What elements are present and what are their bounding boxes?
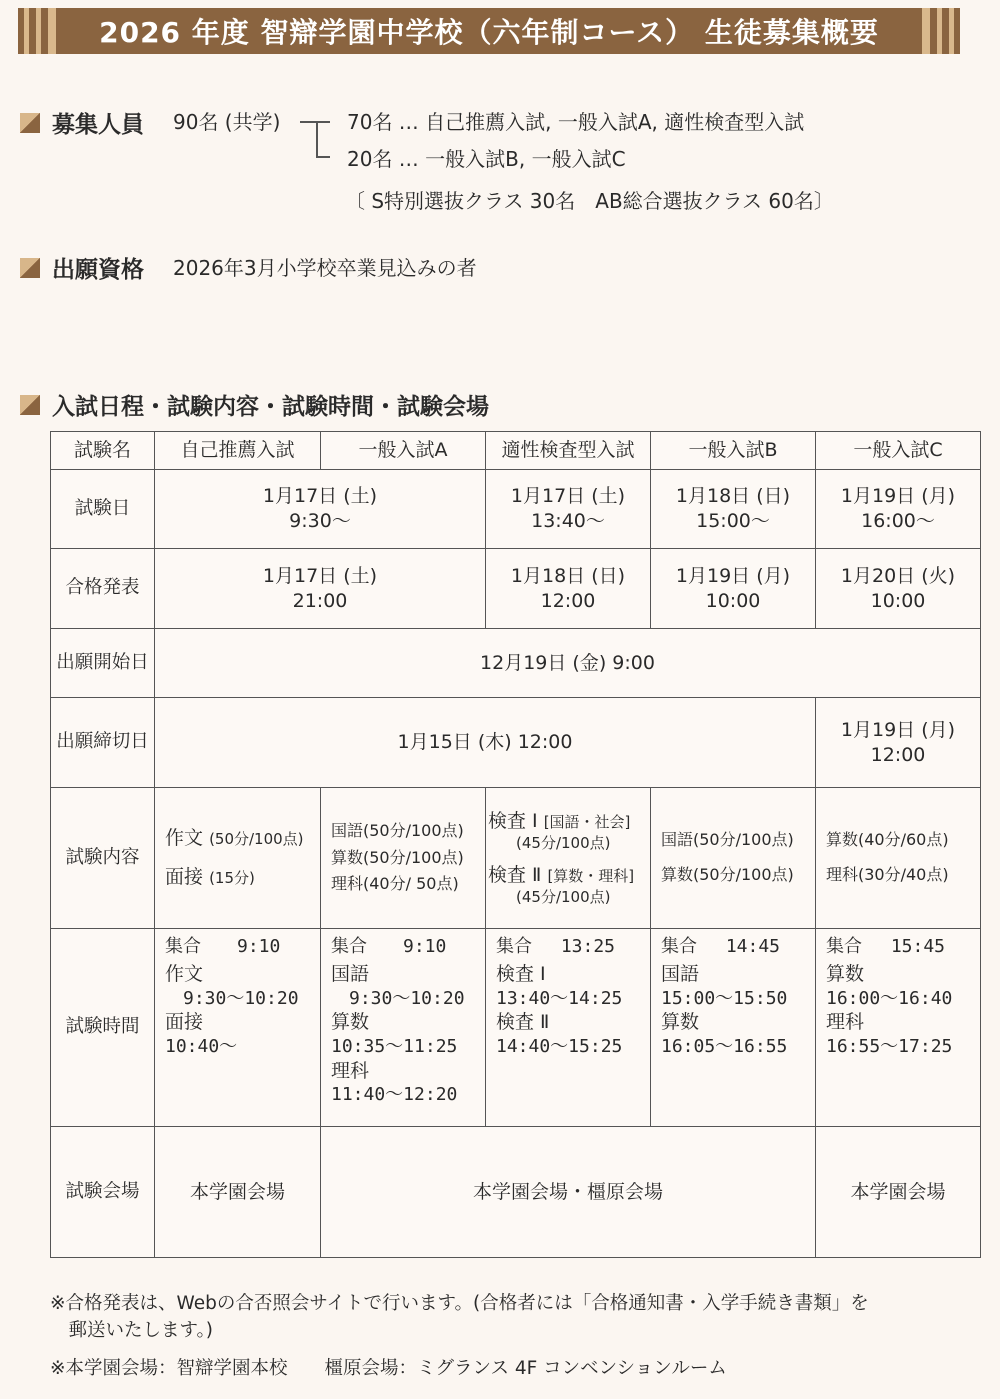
cell-time-self: 集合 9:10 作文 9:30～10:20 面接 10:40～ (155, 929, 321, 1127)
header-self-recommend: 自己推薦入試 (155, 432, 321, 470)
header-general-c: 一般入試C (816, 432, 981, 470)
cell-content-general-b: 国語(50分/100点) 算数(50分/100点) (651, 788, 816, 929)
row-label-result: 合格発表 (51, 549, 155, 629)
recruitment-label: 募集人員 (52, 112, 144, 138)
table-row-app-start (51, 629, 981, 698)
cell-venue-self: 本学園会場 (155, 1127, 321, 1258)
cell-app-start: 12月19日 (金) 9:00 (155, 629, 981, 698)
cell-time-aptitude: 集合 13:25 検査 Ⅰ 13:40～14:25 検査 Ⅱ 14:40～15:25 (486, 929, 651, 1127)
recruitment-line2: 20名 … 一般入試B, 一般入試C (347, 147, 626, 171)
bracket-line (316, 156, 330, 158)
cell-content-general-c: 算数(40分/60点) 理科(30分/40点) (816, 788, 981, 929)
cell-time-general-b: 集合 14:45 国語 15:00～15:50 算数 16:05～16:55 (651, 929, 816, 1127)
qualification-label: 出願資格 (52, 257, 144, 283)
cell-venue-middle: 本学園会場・橿原会場 (321, 1127, 816, 1258)
recruitment-classes: 〔 S特別選抜クラス 30名 AB総合選抜クラス 60名〕 (345, 189, 834, 213)
cell-app-end-main: 1月15日 (木) 12:00 (155, 698, 816, 788)
header-general-a: 一般入試A (321, 432, 486, 470)
header-exam-name: 試験名 (51, 432, 155, 470)
table-row-exam-date (51, 470, 981, 549)
bracket-line (316, 121, 318, 157)
cell-time-general-a: 集合 9:10 国語 9:30～10:20 算数 10:35～11:25 理科 11:40～12:20 (321, 929, 486, 1127)
table-row-app-end (51, 698, 981, 788)
row-label-time: 試験時間 (51, 929, 155, 1127)
table-row-venue (51, 1127, 981, 1258)
square-bullet-icon (20, 258, 40, 278)
schedule-label: 入試日程・試験内容・試験時間・試験会場 (52, 394, 489, 420)
title-banner (18, 8, 960, 54)
header-general-b: 一般入試B (651, 432, 816, 470)
row-label-app-start: 出願開始日 (51, 629, 155, 698)
cell-app-end-general-c: 1月19日 (月) 12:00 (816, 698, 981, 788)
cell-exam-date-self-general-a: 1月17日 (土) 9:30～ (155, 470, 486, 549)
table-row-content (51, 788, 981, 929)
note-venue: ※本学園会場：智辯学園本校 橿原会場：ミグランス 4F コンベンションルーム (50, 1358, 727, 1379)
row-label-content: 試験内容 (51, 788, 155, 929)
recruitment-heading (20, 106, 144, 139)
cell-time-general-c: 集合 15:45 算数 16:00～16:40 理科 16:55～17:25 (816, 929, 981, 1127)
cell-exam-date-general-c: 1月19日 (月) 16:00～ (816, 470, 981, 549)
bracket-line (300, 121, 330, 123)
schedule-heading (20, 388, 489, 421)
header-aptitude: 適性検査型入試 (486, 432, 651, 470)
note-result: ※合格発表は、Webの合否照会サイトで行います。(合格者には「合格通知書・入学手続き書類」を 郵送いたします。) (50, 1293, 869, 1341)
cell-content-aptitude: 検査 Ⅰ [国語・社会] (45分/100点) 検査 Ⅱ [算数・理科] (45分/100点) (486, 788, 651, 929)
row-label-exam-date: 試験日 (51, 470, 155, 549)
table-row-time (51, 929, 981, 1127)
row-label-venue: 試験会場 (51, 1127, 155, 1258)
square-bullet-icon (20, 113, 40, 133)
page-title: 2026 年度 智辯学園中学校（六年制コース） 生徒募集概要 (99, 16, 879, 49)
cell-exam-date-general-b: 1月18日 (日) 15:00～ (651, 470, 816, 549)
recruitment-total: 90名 (共学) (173, 110, 281, 134)
table-row-result (51, 549, 981, 629)
table-header-row (51, 432, 981, 470)
cell-venue-general-c: 本学園会場 (816, 1127, 981, 1258)
banner-stripes-right (908, 8, 960, 54)
cell-result-aptitude: 1月18日 (日) 12:00 (486, 549, 651, 629)
cell-result-general-b: 1月19日 (月) 10:00 (651, 549, 816, 629)
row-label-app-end: 出願締切日 (51, 698, 155, 788)
banner-stripes-left (18, 8, 70, 54)
square-bullet-icon (20, 395, 40, 415)
recruitment-line1: 70名 … 自己推薦入試, 一般入試A, 適性検査型入試 (347, 110, 805, 134)
cell-result-general-c: 1月20日 (火) 10:00 (816, 549, 981, 629)
cell-result-self-general-a: 1月17日 (土) 21:00 (155, 549, 486, 629)
qualification-text: 2026年3月小学校卒業見込みの者 (173, 256, 477, 280)
cell-exam-date-aptitude: 1月17日 (土) 13:40～ (486, 470, 651, 549)
schedule-table (50, 431, 981, 1258)
qualification-heading (20, 251, 144, 284)
cell-content-self: 作文 (50分/100点) 面接 (15分) (155, 788, 321, 929)
cell-content-general-a: 国語(50分/100点) 算数(50分/100点) 理科(40分/ 50点) (321, 788, 486, 929)
